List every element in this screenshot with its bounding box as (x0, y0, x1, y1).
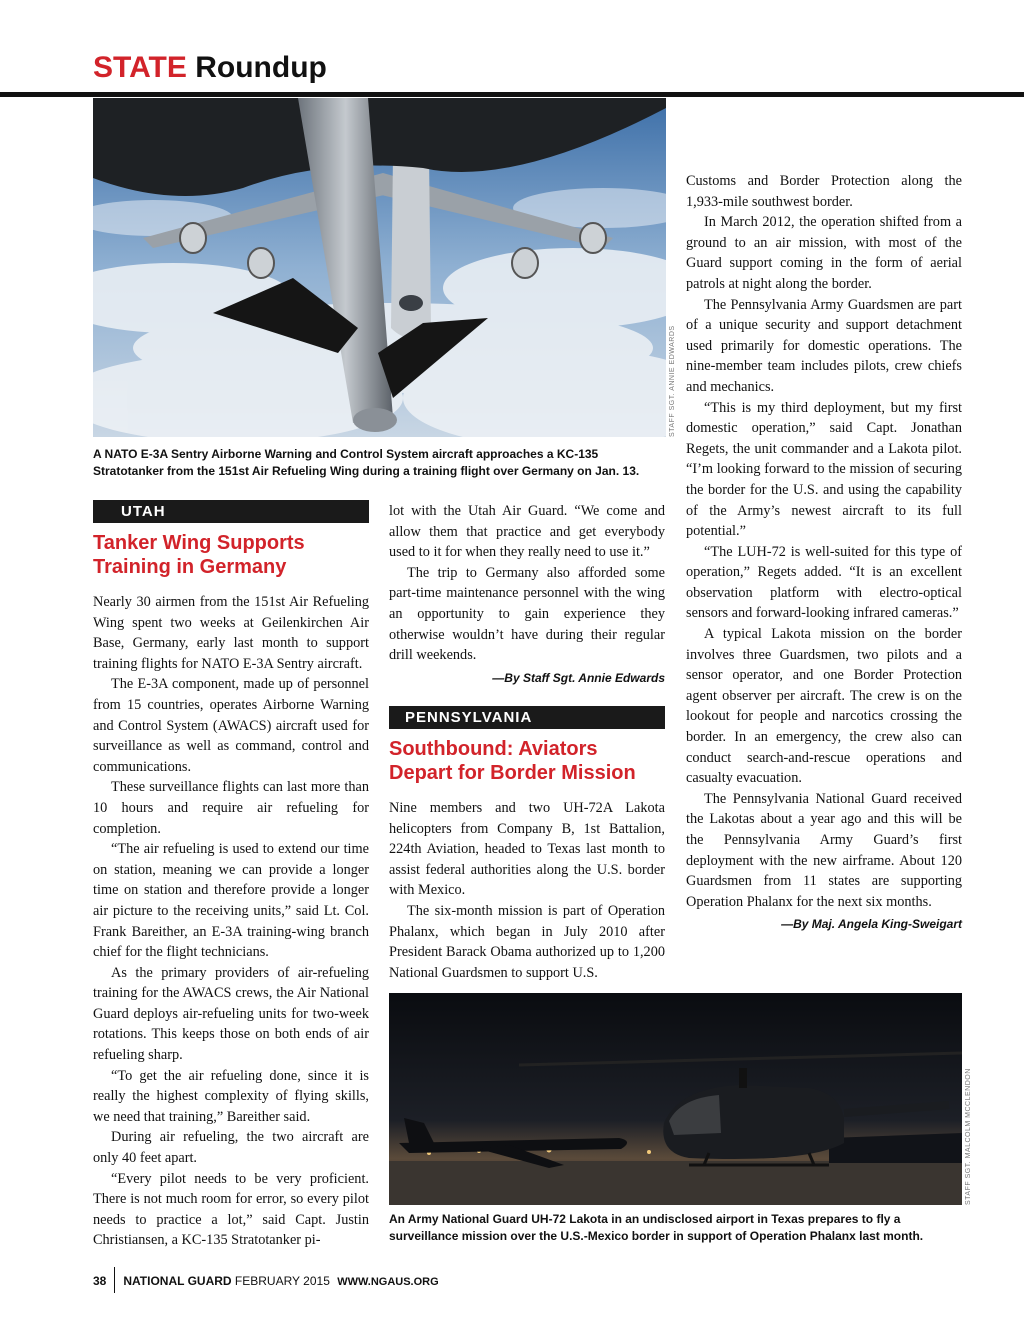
magazine-name: NATIONAL GUARD (123, 1274, 232, 1289)
utah-headline: Tanker Wing Supports Training in Germany (93, 532, 305, 578)
paragraph: Nine members and two UH-72A Lakota helicopters from Company B, 1st Battalion, 224th Aviation, headed to Texas last month to assist federal authorities along the U.S. border with Mexico. (389, 800, 665, 899)
state-label-pennsylvania: PENNSYLVANIA (389, 706, 665, 729)
paragraph: During air refueling, the two aircraft are only 40 feet apart. (93, 1129, 369, 1167)
page-title (93, 50, 327, 86)
pennsylvania-byline: —By Maj. Angela King-Sweigart (781, 917, 962, 932)
paragraph: As the primary providers of air-refueling training for the AWACS crews, the Air National Guard deploys air-refueling units for two-week rotations. This keeps those on both ends of air refueling sharp. (93, 964, 369, 1064)
paragraph: Customs and Border Protection along the 1,933-mile southwest border. (686, 173, 962, 210)
utah-byline: —By Staff Sgt. Annie Edwards (492, 670, 665, 685)
section-name: STATE (93, 51, 187, 84)
pennsylvania-continued-column (686, 171, 962, 935)
refueling-photo (93, 98, 666, 437)
paragraph: “The LUH-72 is well-suited for this type of operation,” Regets added. “It is an excellent observation platform with electro-optical sensors and forward-looking infrared cameras.” (686, 543, 962, 622)
paragraph: The Pennsylvania Army Guardsmen are part of a unique security and support detachment used primarily for domestic operations. The nine-member team includes pilots, crew chiefs and mechanics. (686, 296, 962, 395)
paragraph: Nearly 30 airmen from the 151st Air Refueling Wing spent two weeks at Geilenkirchen Air Base, Germany, early last month to support training flights for NATO E-3A Sentry aircraft. (93, 594, 369, 672)
utah-continued-column (389, 501, 665, 688)
paragraph: A typical Lakota mission on the border involves three Guardsmen, two pilots and a sensor operator, and one Border Protection agent observer per aircraft. The crew is on the lookout for people and narcotics crossing the border. In an emergency, the crew also can conduct search-and-rescue operations and casualty evacuation. (686, 626, 962, 787)
website-link[interactable]: WWW.NGAUS.ORG (337, 1276, 439, 1289)
page-number: 38 (93, 1274, 107, 1289)
paragraph: The E-3A component, made up of personnel from 15 countries, operates Airborne Warning and Control System (AWACS) aircraft used for surveillance as well as command, control and communications. (93, 676, 369, 775)
paragraph: The Pennsylvania National Guard received the Lakotas about a year ago and this will be the Pennsylvania Army Guard’s first deployment with the new airframe. About 120 Guardsmen from 11 states are supporting Operation Phalanx for the next six months. (686, 790, 962, 910)
paragraph: The trip to Germany also afforded some part-time maintenance personnel with the wing an opportunity to gain experience they otherwise wouldn’t have during their regular drill weekends. (389, 564, 665, 664)
paragraph: “The air refueling is used to extend our time on station, meaning we can provide a longer time on station and therefore provide a longer air picture to the receiving units,” said Lt. Col. Frank Bareither, an E-3A training-wing branch chief for the flight technicians. (93, 841, 369, 961)
photo-caption-top: A NATO E-3A Sentry Airborne Warning and Control System aircraft approaches a KC-135 Stratotanker from the 151st Air Refueling Wing during a training flight over Germany on Jan. 13. (93, 447, 640, 478)
photo-credit-top: STAFF SGT. ANNIE EDWARDS (669, 325, 676, 437)
pennsylvania-column (389, 706, 665, 983)
helicopter-photo (389, 993, 962, 1205)
paragraph: lot with the Utah Air Guard. “We come and allow them that practice and get everybody used to it for when they really need to use it.” (389, 503, 665, 561)
paragraph: “To get the air refueling done, since it is really the highest complexity of flying skills, we need that training,” Bareither said. (93, 1067, 369, 1125)
photo-credit-bottom: STAFF SGT. MALCOLM MCCLENDON (965, 1068, 972, 1205)
paragraph: “Every pilot needs to be very proficient. There is not much room for error, so every pilot needs to practice a lot,” said Capt. Justin Christiansen, a KC-135 Stratotanker pi- (93, 1170, 369, 1249)
pennsylvania-headline: Southbound: Aviators Depart for Border Mission (389, 738, 636, 784)
paragraph: The six-month mission is part of Operation Phalanx, which began in July 2010 after President Barack Obama authorized up to 1,200 National Guardsmen to support U.S. (389, 902, 665, 981)
state-label-utah: UTAH (93, 500, 369, 523)
photo-caption-bottom: An Army National Guard UH-72 Lakota in an undisclosed airport in Texas prepares to fly a surveillance mission over the U.S.-Mexico border in support of Operation Phalanx last month. (389, 1212, 924, 1243)
paragraph: These surveillance flights can last more than 10 hours and require air refueling for completion. (93, 779, 369, 837)
paragraph: “This is my third deployment, but my first domestic operation,” said Capt. Jonathan Regets, the unit commander and a Lakota pilot. “I’m looking forward to the mission of securing the border for the U.S. and using the capability of the Army’s newest aircraft to its full potential.” (686, 399, 962, 540)
issue-date: FEBRUARY 2015 (234, 1274, 330, 1289)
utah-column (93, 500, 369, 1251)
header-rule (0, 92, 1024, 97)
paragraph: In March 2012, the operation shifted from a ground to an air mission, with most of the Guard support coming in the form of aerial patrols at night along the border. (686, 214, 962, 292)
footer-divider (114, 1267, 115, 1293)
section-title: Roundup (195, 51, 327, 84)
page-footer (93, 1269, 439, 1295)
